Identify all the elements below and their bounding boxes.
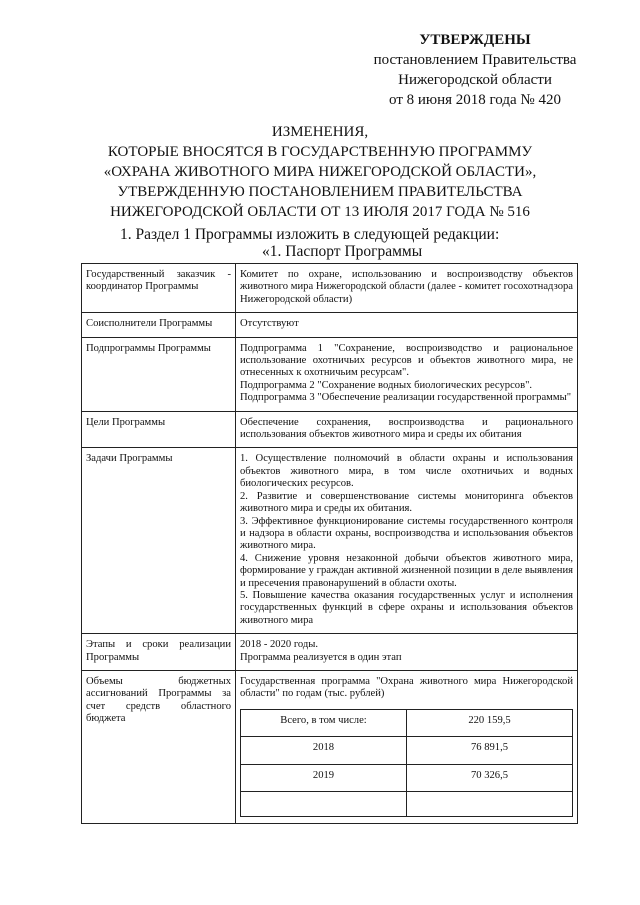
intro-paragraph: 1. Раздел 1 Программы изложить в следующей редакции: <box>120 226 500 243</box>
row-label-subprograms: Подпрограммы Программы <box>82 337 236 411</box>
funding-row-cut <box>241 792 573 817</box>
document-title <box>70 122 570 222</box>
funding-row <box>241 709 573 736</box>
subprogram-item: Подпрограмма 2 "Сохранение водных биологических ресурсов". <box>240 379 533 391</box>
row-value-funding <box>236 670 578 823</box>
funding-intro: Государственная программа "Охрана животного мира Нижегородской области" по годам (тыс. рублей) <box>240 675 573 700</box>
funding-row <box>241 764 573 791</box>
title-line-3: «ОХРАНА ЖИВОТНОГО МИРА НИЖЕГОРОДСКОЙ ОБЛАСТИ», <box>103 164 537 180</box>
row-label-customer: Государственный заказчик - координатор Программы <box>82 264 236 313</box>
row-value-goals: Обеспечение сохранения, воспроизводства и рационального использования объектов животного мира и среды их обитания <box>236 411 578 448</box>
table-row <box>82 264 578 313</box>
task-item: 4. Снижение уровня незаконной добычи объектов животного мира, формирование у граждан активной жизненной позиции в деле выявления и пресечения правонарушений в области охоты. <box>240 552 573 589</box>
row-label-tasks: Задачи Программы <box>82 448 236 634</box>
approval-stamp <box>360 30 590 110</box>
row-value-customer: Комитет по охране, использованию и воспроизводству объектов животного мира Нижегородской области (далее - комитет госохотнадзора Нижегородской области) <box>236 264 578 313</box>
row-value-stages <box>236 634 578 671</box>
approval-line-3: от 8 июня 2018 года № 420 <box>389 92 561 108</box>
approval-heading: УТВЕРЖДЕНЫ <box>419 32 531 48</box>
table-row <box>82 634 578 671</box>
row-label-goals: Цели Программы <box>82 411 236 448</box>
table-row <box>82 448 578 634</box>
task-item: 1. Осуществление полномочий в области охраны и использования объектов животного мира, в том числе охотничьих и водных биологических ресурсов. <box>240 453 573 490</box>
approval-line-2: Нижегородской области <box>398 72 552 88</box>
task-item: 3. Эффективное функционирование системы государственного контроля и надзора в области охраны, воспроизводства и использования объектов животного мира. <box>240 515 573 552</box>
funding-name: Всего, в том числе: <box>241 709 407 736</box>
table-row <box>82 337 578 411</box>
row-value-tasks <box>236 448 578 634</box>
stages-line-2: Программа реализуется в один этап <box>240 651 402 663</box>
task-item: 5. Повышение качества оказания государственных услуг и исполнения государственных функций в сфере охраны и использования объектов животного мира <box>240 589 573 626</box>
table-row <box>82 313 578 337</box>
table-row <box>82 411 578 448</box>
stages-line-1: 2018 - 2020 годы. <box>240 639 319 651</box>
title-line-2: КОТОРЫЕ ВНОСЯТСЯ В ГОСУДАРСТВЕННУЮ ПРОГРАММУ <box>107 144 533 160</box>
funding-name: 2019 <box>241 764 407 791</box>
table-row <box>82 670 578 823</box>
approval-line-1: постановлением Правительства <box>373 52 577 68</box>
title-line-1: ИЗМЕНЕНИЯ, <box>271 124 369 140</box>
subprogram-item: Подпрограмма 3 "Обеспечение реализации государственной программы" <box>240 392 572 404</box>
funding-name: 2018 <box>241 737 407 764</box>
row-label-coexecutors: Соисполнители Программы <box>82 313 236 337</box>
title-line-5: НИЖЕГОРОДСКОЙ ОБЛАСТИ ОТ 13 ИЮЛЯ 2017 ГОДА № 516 <box>110 204 530 220</box>
title-line-4: УТВЕРЖДЕННУЮ ПОСТАНОВЛЕНИЕМ ПРАВИТЕЛЬСТВА <box>117 184 523 200</box>
funding-value: 220 159,5 <box>407 709 573 736</box>
row-label-stages: Этапы и сроки реализации Программы <box>82 634 236 671</box>
subprogram-item: Подпрограмма 1 "Сохранение, воспроизводство и рациональное использование охотничьих ресурсов и объектов животного мира, не отнесенных к охотничьим ресурсам". <box>240 342 573 379</box>
funding-table <box>240 709 573 817</box>
funding-value <box>407 792 573 817</box>
task-item: 2. Развитие и совершенствование системы мониторинга объектов животного мира и среды их обитания. <box>240 490 573 515</box>
funding-value: 70 326,5 <box>407 764 573 791</box>
funding-row <box>241 737 573 764</box>
row-value-coexecutors: Отсутствуют <box>236 313 578 337</box>
funding-name <box>241 792 407 817</box>
passport-title: «1. Паспорт Программы <box>262 243 423 260</box>
program-passport-table <box>81 263 578 824</box>
funding-value: 76 891,5 <box>407 737 573 764</box>
row-label-funding: Объемы бюджетных ассигнований Программы за счет средств областного бюджета <box>82 670 236 823</box>
row-value-subprograms <box>236 337 578 411</box>
